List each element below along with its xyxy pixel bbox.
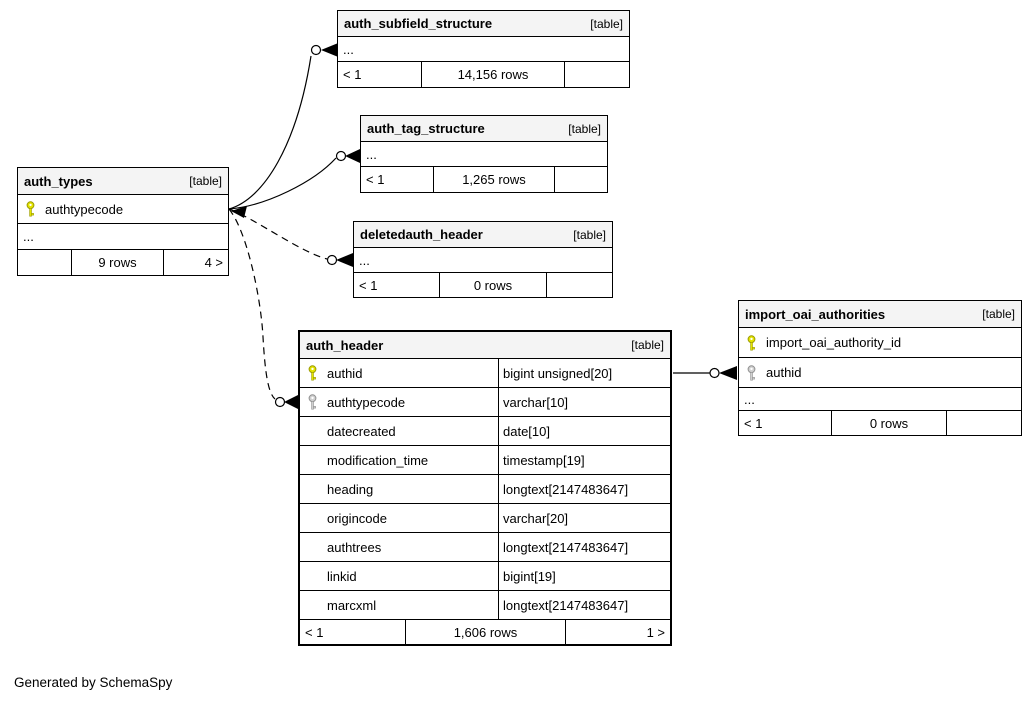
table-name: auth_tag_structure — [367, 121, 485, 136]
table-import_oai_authorities[interactable] — [738, 300, 1022, 436]
table-footer — [354, 273, 612, 297]
column-name: authid — [327, 365, 363, 381]
primary-key-icon — [307, 365, 318, 381]
column-type: timestamp[19] — [498, 446, 670, 474]
footer-parents-count: < 1 — [744, 415, 763, 431]
column-type: bigint[19] — [498, 562, 670, 590]
table-auth_header[interactable] — [298, 330, 672, 646]
column-name: marcxml — [327, 597, 377, 613]
relationship-auth_types-deletedauth_header — [229, 209, 353, 267]
footer-rows-count: 1,265 rows — [433, 167, 554, 192]
table-header[interactable] — [354, 222, 612, 248]
table-type-badge: [table] — [573, 227, 606, 242]
table-name: import_oai_authorities — [745, 306, 886, 322]
column-row — [300, 359, 670, 388]
table-name: auth_header — [306, 337, 384, 353]
column-row — [300, 475, 670, 504]
footer-rows-count: 9 rows — [71, 250, 163, 275]
hidden-columns-row: ... — [338, 37, 629, 62]
column-row — [300, 417, 670, 446]
column-type: bigint unsigned[20] — [498, 359, 670, 387]
column-name: authtypecode — [327, 394, 406, 410]
table-auth_types[interactable] — [17, 167, 229, 276]
footer-parents-count: < 1 — [366, 172, 385, 187]
column-row — [300, 446, 670, 475]
column-row — [300, 591, 670, 620]
footer-parents-count: < 1 — [343, 67, 362, 82]
footer-rows-count: 1,606 rows — [405, 620, 565, 644]
column-name: modification_time — [327, 452, 429, 468]
hidden-columns-row: ... — [18, 224, 228, 250]
table-header[interactable] — [361, 116, 607, 142]
table-header[interactable] — [739, 301, 1021, 328]
column-name: linkid — [327, 568, 357, 584]
column-name: heading — [327, 481, 374, 497]
relationship-auth_types-auth_header — [229, 209, 298, 409]
column-row — [739, 328, 1021, 358]
column-type: longtext[2147483647] — [498, 591, 670, 619]
table-header[interactable] — [300, 332, 670, 359]
footer-parents-count — [18, 250, 71, 275]
column-row — [300, 504, 670, 533]
hidden-columns-row: ... — [361, 142, 607, 167]
relationship-auth_types-auth_tag_structure — [229, 149, 360, 209]
table-header[interactable] — [18, 168, 228, 195]
column-name: authtypecode — [45, 201, 124, 217]
hidden-columns-row: ... — [739, 388, 1021, 411]
footer-rows-count: 0 rows — [831, 411, 946, 435]
column-type: varchar[20] — [498, 504, 670, 532]
table-name: deletedauth_header — [360, 227, 483, 242]
foreign-key-icon — [746, 365, 757, 381]
table-auth_subfield_structure[interactable] — [337, 10, 630, 88]
table-type-badge: [table] — [189, 174, 222, 188]
table-footer — [300, 620, 670, 644]
footer-children-count — [564, 62, 629, 87]
table-type-badge: [table] — [631, 338, 664, 352]
footer-parents-count: < 1 — [305, 624, 324, 640]
column-row — [18, 195, 228, 224]
footer-children-count: 4 > — [163, 250, 228, 275]
table-header[interactable] — [338, 11, 629, 37]
table-auth_tag_structure[interactable] — [360, 115, 608, 193]
column-type: longtext[2147483647] — [498, 533, 670, 561]
column-row — [300, 533, 670, 562]
table-type-badge: [table] — [568, 121, 601, 136]
column-name: authtrees — [327, 539, 382, 555]
column-type: longtext[2147483647] — [498, 475, 670, 503]
table-type-badge: [table] — [590, 16, 623, 31]
column-row — [739, 358, 1021, 388]
table-footer — [361, 167, 607, 192]
relationship-auth_types-auth_subfield_structure — [229, 44, 337, 210]
primary-key-icon — [25, 201, 36, 217]
column-name: datecreated — [327, 423, 396, 439]
table-footer — [739, 411, 1021, 435]
column-name: authid — [766, 365, 802, 380]
footer-rows-count: 14,156 rows — [421, 62, 564, 87]
column-type: date[10] — [498, 417, 670, 445]
hidden-columns-row: ... — [354, 248, 612, 273]
footer-parents-count: < 1 — [359, 277, 378, 293]
column-type: varchar[10] — [498, 388, 670, 416]
generator-credit: Generated by SchemaSpy — [14, 675, 173, 690]
table-footer — [338, 62, 629, 87]
table-name: auth_subfield_structure — [344, 16, 493, 31]
table-footer — [18, 250, 228, 275]
primary-key-icon — [746, 335, 757, 351]
footer-children-count — [546, 273, 612, 297]
column-name: origincode — [327, 510, 387, 526]
column-name: import_oai_authority_id — [766, 335, 902, 350]
table-name: auth_types — [24, 173, 93, 189]
footer-rows-count: 0 rows — [439, 273, 546, 297]
column-row — [300, 388, 670, 417]
column-row — [300, 562, 670, 591]
footer-children-count: 1 > — [565, 620, 670, 644]
table-type-badge: [table] — [982, 307, 1015, 321]
foreign-key-icon — [307, 394, 318, 410]
table-deletedauth_header[interactable] — [353, 221, 613, 298]
relationship-auth_header-import_oai_authorities — [673, 366, 737, 380]
footer-children-count — [554, 167, 607, 192]
footer-children-count — [946, 411, 1021, 435]
